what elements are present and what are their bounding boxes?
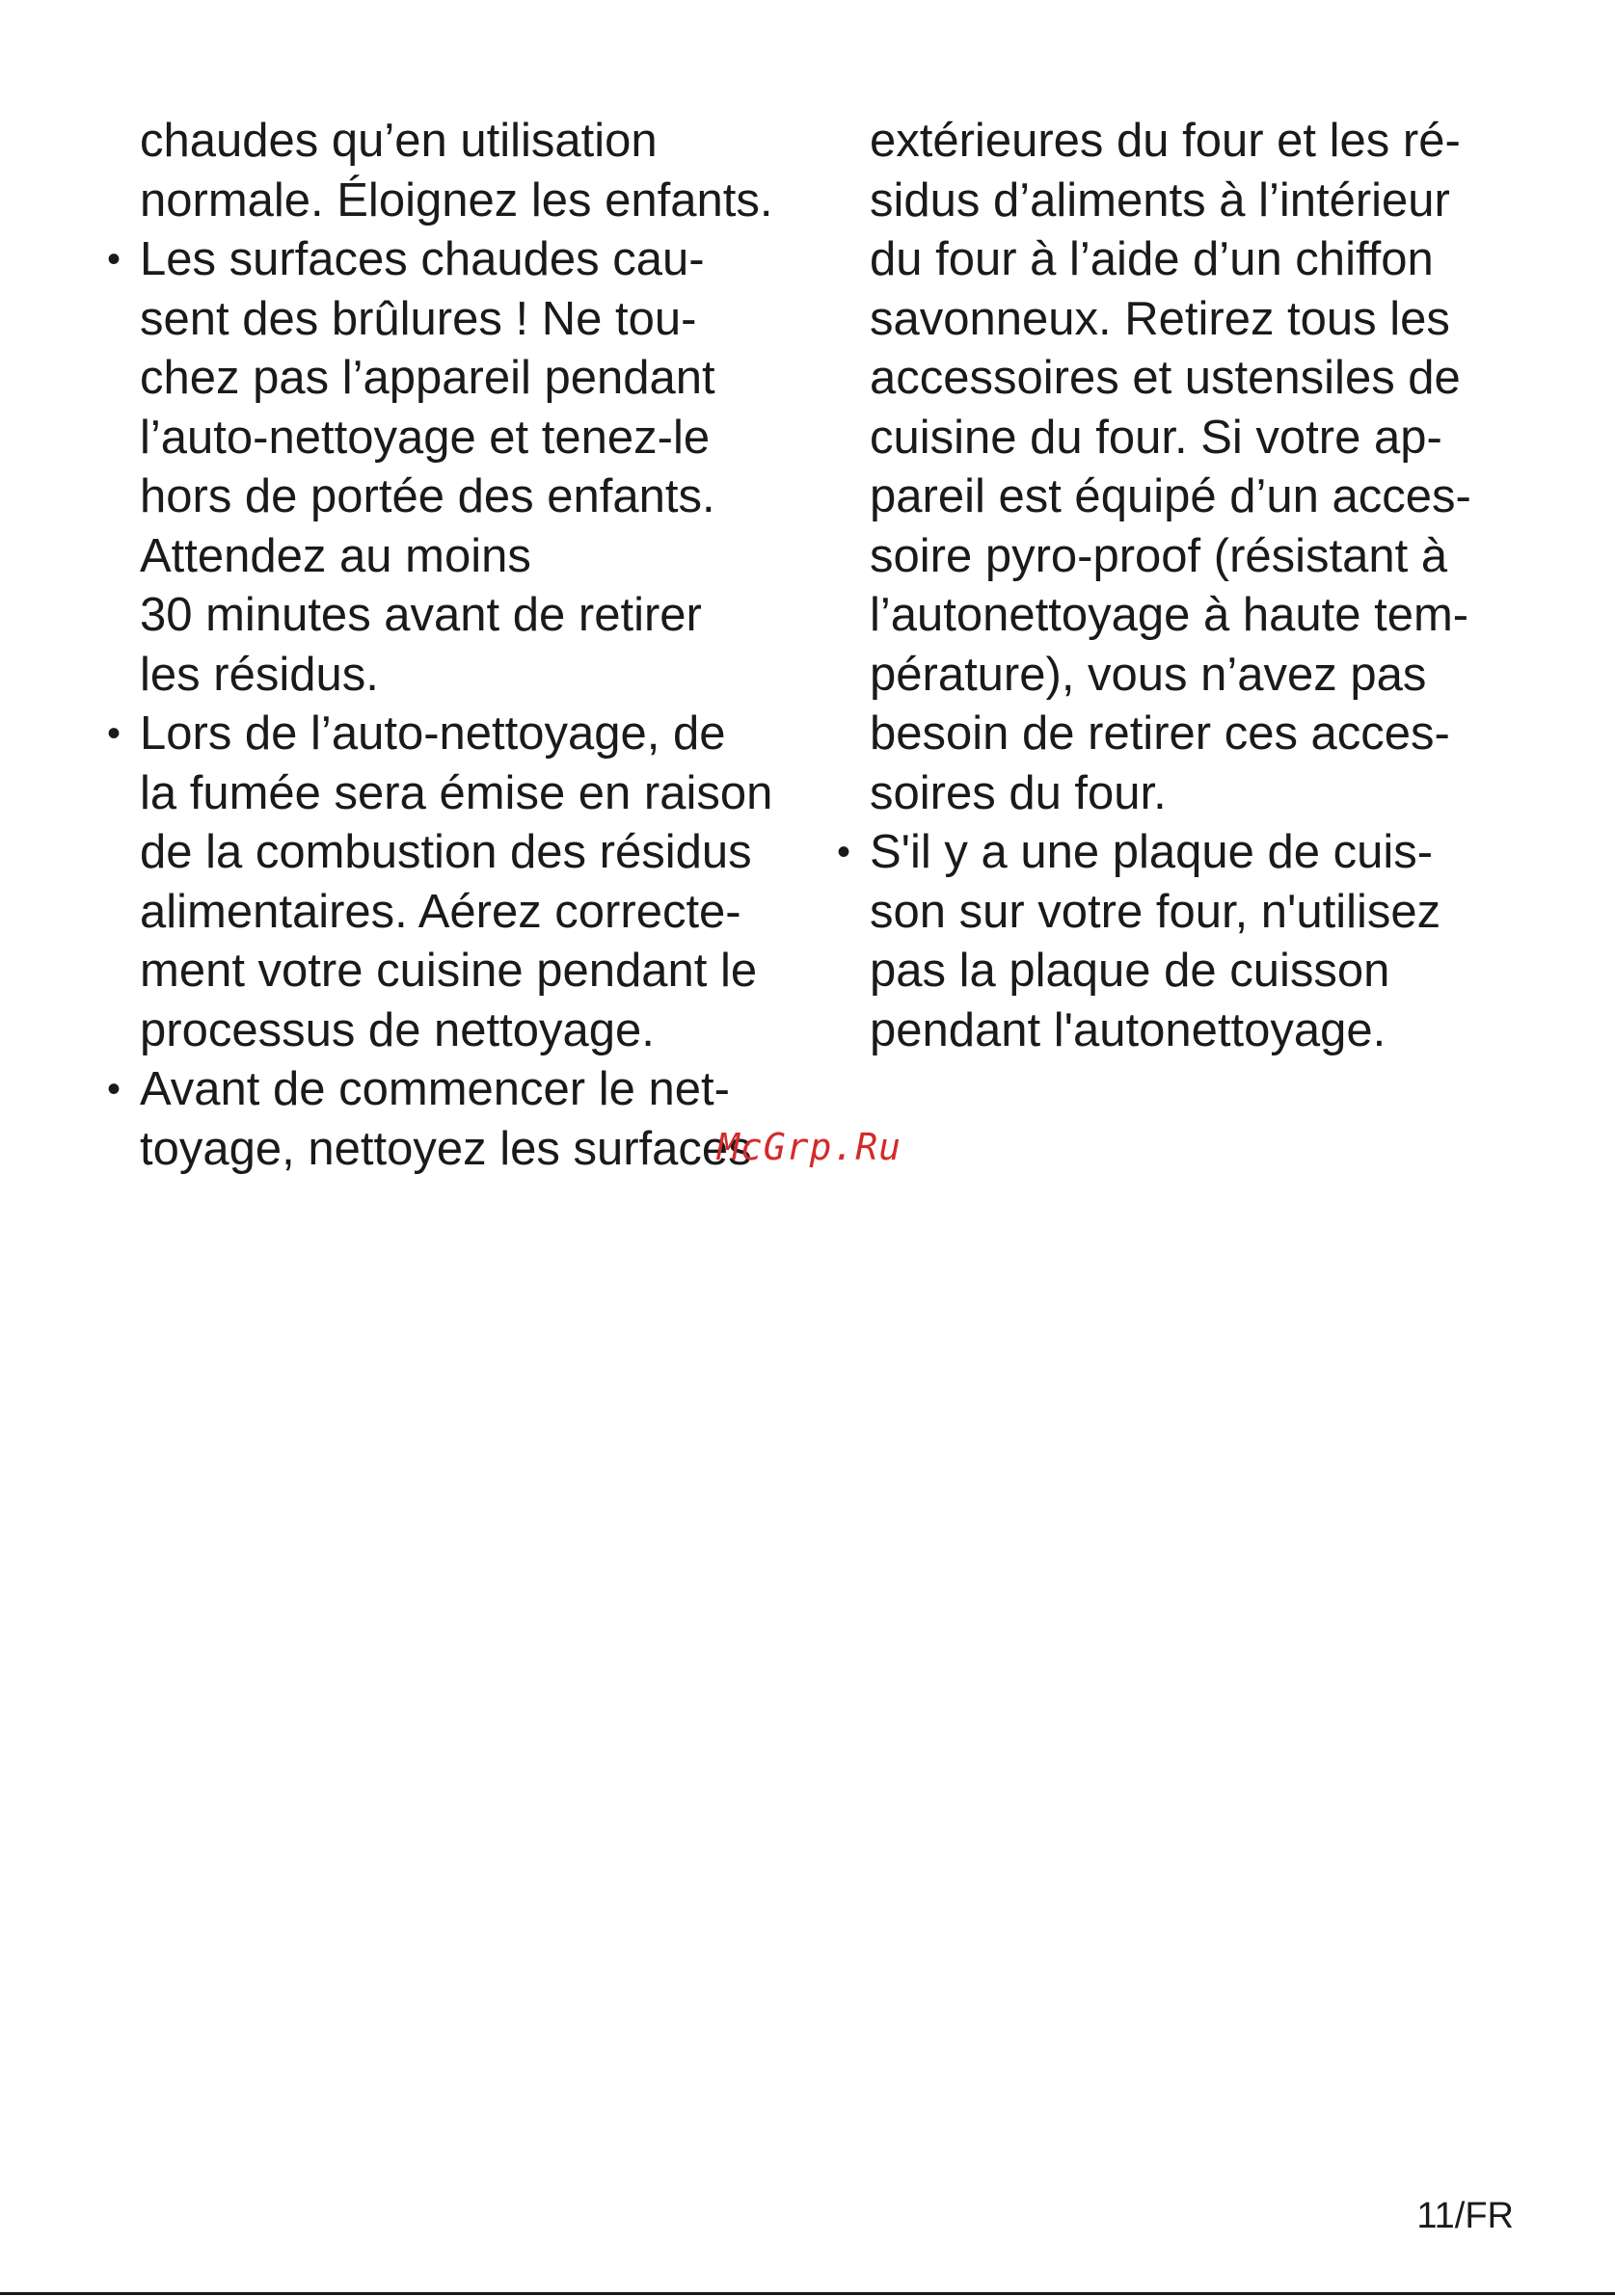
line-text: Avant de commencer le net- xyxy=(140,1063,730,1115)
line-text: la fumée sera émise en raison xyxy=(140,766,773,819)
line-text: ment votre cuisine pendant le xyxy=(140,945,758,997)
text-line xyxy=(140,527,795,587)
line-text: savonneux. Retirez tous les xyxy=(870,292,1450,345)
bullet-icon: • xyxy=(107,712,121,755)
bullet-list-item-line xyxy=(107,1060,795,1120)
line-text: chaudes qu’en utilisation xyxy=(140,115,658,167)
text-line xyxy=(870,230,1525,290)
line-text: normale. Éloignez les enfants. xyxy=(140,174,773,227)
left-text-column xyxy=(107,112,795,1179)
line-text: toyage, nettoyez les surfaces xyxy=(140,1122,752,1175)
line-text: soires du four. xyxy=(870,766,1167,819)
text-line xyxy=(870,527,1525,587)
text-line xyxy=(140,349,795,409)
line-text: pareil est équipé d’un acces- xyxy=(870,470,1471,522)
page-number: 11/FR xyxy=(1416,2196,1514,2236)
bullet-list-item-line xyxy=(107,230,795,290)
text-line xyxy=(870,764,1525,824)
line-text: les résidus. xyxy=(140,648,379,701)
watermark: McGrp.Ru xyxy=(717,1126,902,1168)
bullet-icon: • xyxy=(107,238,121,280)
text-line xyxy=(140,823,795,883)
text-line xyxy=(870,1001,1525,1061)
text-line xyxy=(140,586,795,646)
text-line xyxy=(870,586,1525,646)
bullet-list-item-line xyxy=(837,823,1525,883)
text-line xyxy=(870,349,1525,409)
text-line xyxy=(870,705,1525,764)
text-line xyxy=(140,883,795,943)
text-line xyxy=(140,1120,795,1180)
line-text: sent des brûlures ! Ne tou- xyxy=(140,292,697,345)
line-text: pas la plaque de cuisson xyxy=(870,945,1390,997)
line-text: cuisine du four. Si votre ap- xyxy=(870,411,1442,464)
text-line xyxy=(870,883,1525,943)
bottom-rule xyxy=(0,2292,1615,2295)
line-text: pendant l'autonettoyage. xyxy=(870,1003,1386,1056)
line-text: alimentaires. Aérez correcte- xyxy=(140,885,741,938)
line-text: accessoires et ustensiles de xyxy=(870,352,1461,404)
bullet-icon: • xyxy=(837,831,851,873)
bullet-list-item-line xyxy=(107,705,795,764)
text-line xyxy=(140,112,795,172)
line-text: soire pyro-proof (résistant à xyxy=(870,529,1448,582)
line-text: besoin de retirer ces acces- xyxy=(870,707,1450,760)
line-text: du four à l’aide d’un chiffon xyxy=(870,233,1434,285)
text-line xyxy=(870,409,1525,468)
text-line xyxy=(140,646,795,706)
line-text: l’auto-nettoyage et tenez-le xyxy=(140,411,711,464)
text-line xyxy=(870,172,1525,231)
line-text: Les surfaces chaudes cau- xyxy=(140,233,705,285)
line-text: Lors de l’auto-nettoyage, de xyxy=(140,707,726,760)
line-text: 30 minutes avant de retirer xyxy=(140,589,702,641)
line-text: hors de portée des enfants. xyxy=(140,470,715,522)
line-text: de la combustion des résidus xyxy=(140,826,752,878)
text-line xyxy=(870,467,1525,527)
line-text: sidus d’aliments à l’intérieur xyxy=(870,174,1450,227)
text-line xyxy=(140,764,795,824)
line-text: processus de nettoyage. xyxy=(140,1003,655,1056)
text-line xyxy=(140,290,795,350)
line-text: son sur votre four, n'utilisez xyxy=(870,885,1441,938)
text-line xyxy=(870,290,1525,350)
line-text: l’autonettoyage à haute tem- xyxy=(870,589,1469,641)
text-line xyxy=(870,646,1525,706)
text-line xyxy=(870,942,1525,1001)
bullet-icon: • xyxy=(107,1068,121,1110)
line-text: Attendez au moins xyxy=(140,529,531,582)
line-text: pérature), vous n’avez pas xyxy=(870,648,1427,701)
text-line xyxy=(140,409,795,468)
line-text: chez pas l’appareil pendant xyxy=(140,352,715,404)
line-text: S'il y a une plaque de cuis- xyxy=(870,826,1434,878)
line-text: extérieures du four et les ré- xyxy=(870,115,1461,167)
text-line xyxy=(870,112,1525,172)
text-line xyxy=(140,467,795,527)
text-line xyxy=(140,172,795,231)
text-line xyxy=(140,1001,795,1061)
right-text-column xyxy=(837,112,1525,1060)
text-line xyxy=(140,942,795,1001)
